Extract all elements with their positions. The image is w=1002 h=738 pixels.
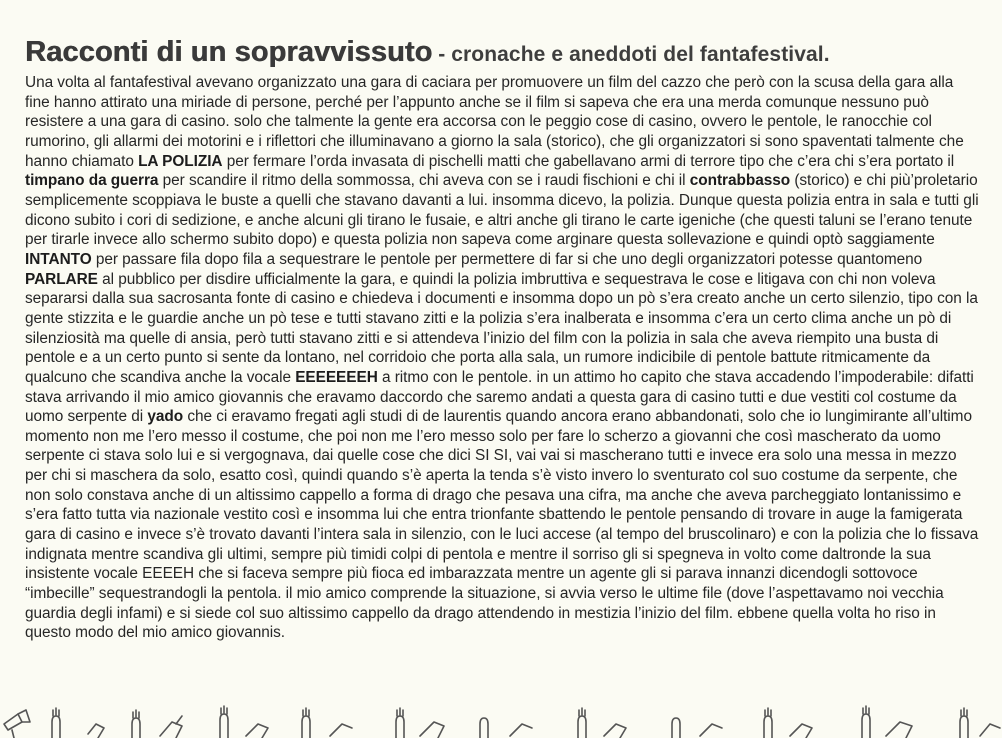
emphasized-text: timpano da guerra xyxy=(25,172,159,190)
body-text-run: che ci eravamo fregati agli studi di de laurentis quando ancora erano abbandonati, solo che io lungimirante all’ultimo momento non me l’ero messo il costume, che poi non me l’ero messo solo per fare lo scherzo a giovanni che così mascherato da uomo serpente ci stava solo lui e si vergognava, dai quelle cose che dici SI SI, vai vai si mascherano tutti e invece era solo una messa in mezzo per chi si maschera da solo, esatto così, quindi quando s’è aperta la tenda s’è visto invero lo sventurato col suo costume da serpente, che non solo constava anche di un altissimo cappello a forma di drago che pesava una cifra, ma anche che aveva parcheggiato lontanissimo e s’era fatto tutta via nazionale vestito così e insomma lui che entra trionfante sbattendo le pentole pensando di trovare in auge la famigerata gara di casino e invece s’è trovato davanti l’intera sala in silenzio, con le luci accese (al tempo del bruscolinaro) e con la polizia che lo fissava indignata mentre scandiva gli ultimi, sempre più timidi colpi di pentola e mentre il sorriso gli si spegneva in volto come daltronde la sua insistente vocale EEEEH che si faceva sempre più fioca ed imbarazzata mentre un agente gli si parava innanzi dicendogli sottovoce “imbecille” sequestrandogli la pentola. il mio amico comprende la situazione, si avvia verso le ultime file (dove l’aspettavamo noi vecchia guardia degli infami) e si siede col suo altissimo cappello da drago attendendo in mestizia l’inizio del film. ebbene quella volta ho riso in questo modo del mio amico giovannis. xyxy=(25,408,979,642)
emphasized-text: yado xyxy=(147,408,184,426)
body-text-run: a ritmo con le pentole. in un attimo ho capito che stava accadendo l’impoderabile: difatti stava arrivando il mio amico giovannis che eravamo daccordo che saremo andati a questa gara di casino tutti e due vestiti col costume da uomo serpente di xyxy=(25,368,974,426)
emphasized-text: LA POLIZIA xyxy=(138,152,223,170)
body-text-run: al pubblico per disdire ufficialmente la gara, e quindi la polizia imbruttiva e sequestrava le cose e litigava con chi non voleva separarsi dalla sua sacrosanta fonte di casino e chiedeva i documenti e insomma dopo un pò s’era creato anche un certo silenzio, tipo con la gente stizzita e le guardie anche un pò tese e tutti stavano zitti e la polizia s’era inalberata e insomma c’era un certo clima anche un pò di silenziosità ma quelle di ansia, però tutti stavano zitti e si attendeva l’inizio del film con la polizia in sala che aveva riempito una busta di pentole e a un certo punto si sente da lontano, nel corridoio che porta alla sala, un rumore indicibile di pentole battute ritmicamente da qualcuno che scandiva anche la vocale xyxy=(25,270,978,386)
article-subtitle: - cronache e aneddoti del fantafestival. xyxy=(432,43,830,66)
emphasized-text: contrabbasso xyxy=(689,172,791,190)
body-text-run: per passare fila dopo fila a sequestrare le pentole per permettere di far si che uno degli organizzatori potesse quantomeno xyxy=(91,250,923,268)
body-text-run: per scandire il ritmo della sommossa, chi aveva con se i raudi fischioni e chi il xyxy=(158,172,690,190)
emphasized-text: PARLARE xyxy=(25,270,98,288)
emphasized-text: INTANTO xyxy=(25,250,92,268)
body-text-run: per fermare l’orda invasata di pischelli matti che gabellavano armi di terrore tipo che c’era chi s’era portato il xyxy=(222,152,955,170)
article-title: Racconti di un sopravvissuto xyxy=(25,36,433,68)
emphasized-text: EEEEEEEH xyxy=(295,368,378,386)
decorative-crowd-strip xyxy=(0,700,1002,738)
body-text-run: Una volta al fantafestival avevano organizzato una gara di caciara per promuovere un film del cazzo che però con la scusa della gara alla fine hanno attirato una miriade di persone, perché per l’appunto anche se il film si sapeva che era una merda comunque nessuno può resistere a una gara di casino. solo che talmente la gente era accorsa con le peggio cose di casino, ovvero le pentole, le ranocchie col rumorino, gli allarmi dei motorini e i riflettori che illuminavano a giorno la sala (storico), che gli organizzatori si sono spaventati talmente che hanno chiamato xyxy=(25,74,964,170)
article-body xyxy=(25,73,980,643)
body-text-run: (storico) e chi più’proletario semplicemente scoppiava le buste a quelli che stavano davanti a lui. insomma dicevo, la polizia. Dunque questa polizia entra in sala e tutti gli dicono subito i cori di sedizione, e anche alcuni gli tirano le fusaie, e altri anche gli tirano le carte igeniche (che questi taluni se l’erano tenute per tirarle invece allo schermo subito dopo) e questa polizia non sapeva come arginare questa sollevazione e quindi optò saggiamente xyxy=(25,172,979,249)
article-heading xyxy=(25,36,985,69)
raised-hands-illustration-icon xyxy=(0,700,1002,738)
